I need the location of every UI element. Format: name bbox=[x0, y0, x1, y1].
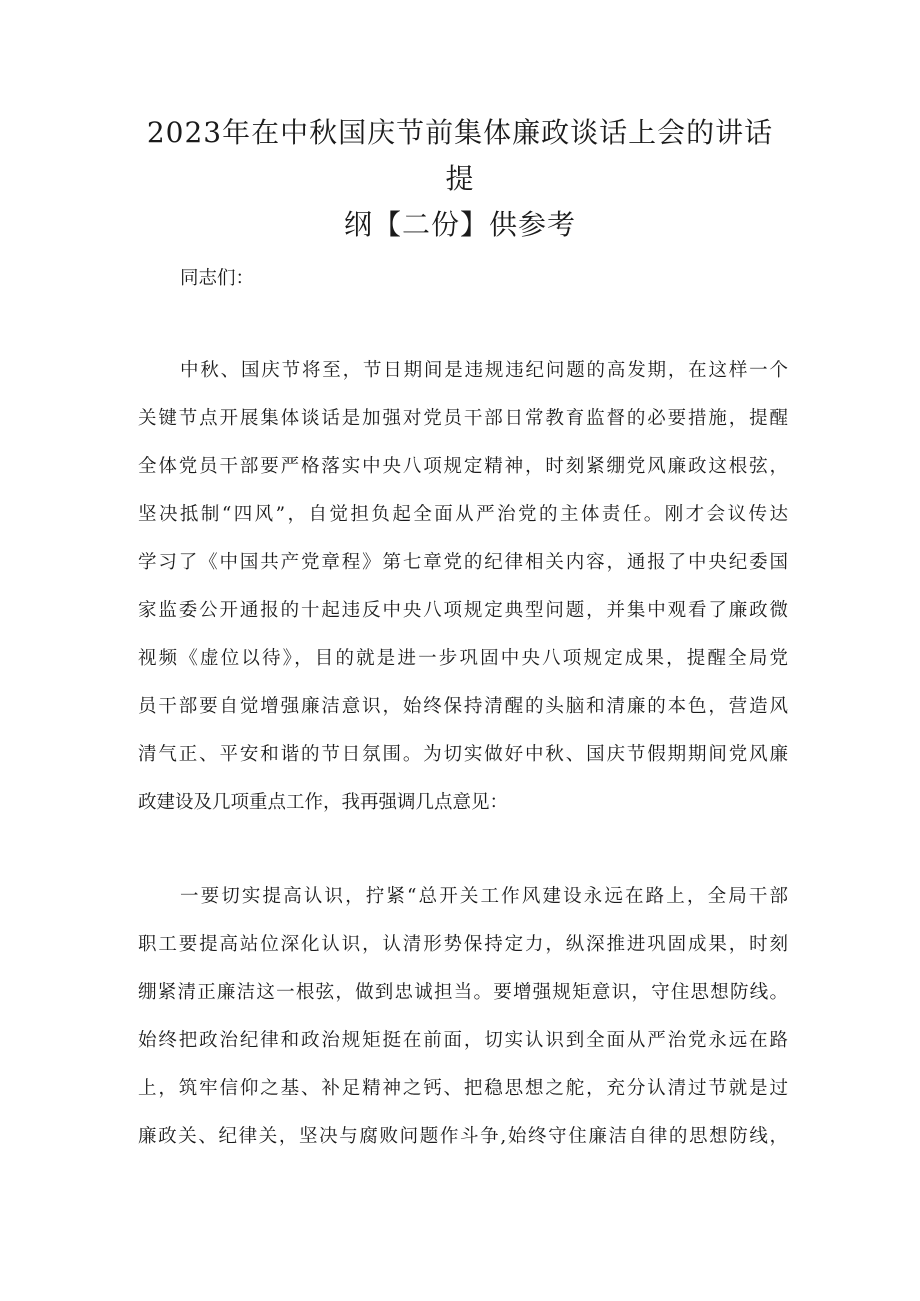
paragraph1-line-7: 视频《虚位以待》，目的就是进一步巩固中央八项规定成果，提醒全局党 bbox=[138, 648, 788, 669]
paragraph1-line-3: 全体党员干部要严格落实中央八项规定精神，时刻紧绷党风廉政这根弦， bbox=[138, 456, 788, 477]
paragraph2-line-5: 上，筑牢信仰之基、补足精神之钙、把稳思想之舵，充分认清过节就是过 bbox=[138, 1078, 788, 1099]
paragraph1-line-5: 学习了《中国共产党章程》第七章党的纪律相关内容，通报了中央纪委国 bbox=[138, 552, 788, 573]
paragraph1-line-9: 清气正、平安和谐的节日氛围。为切实做好中秋、国庆节假期期间党风廉 bbox=[138, 744, 788, 765]
paragraph1-line-8: 员干部要自觉增强廉洁意识，始终保持清醒的头脑和清廉的本色，营造风 bbox=[138, 696, 788, 717]
paragraph2-line-4: 始终把政治纪律和政治规矩挺在前面，切实认识到全面从严治党永远在路 bbox=[138, 1030, 788, 1051]
paragraph2-line-2: 职工要提高站位深化认识，认清形势保持定力，纵深推进巩固成果，时刻 bbox=[138, 934, 788, 955]
document-title bbox=[140, 110, 780, 248]
paragraph2-line-6: 廉政关、纪律关，坚决与腐败问题作斗争,始终守住廉洁自律的思想防线， bbox=[138, 1126, 788, 1147]
paragraph1-line-2: 关键节点开展集体谈话是加强对党员干部日常教育监督的必要措施，提醒 bbox=[138, 408, 788, 429]
paragraph1-line-1: 中秋、国庆节将至，节日期间是违规违纪问题的高发期，在这样一个 bbox=[180, 360, 788, 381]
paragraph2-line-3: 绷紧清正廉洁这一根弦，做到忠诚担当。要增强规矩意识，守住思想防线。 bbox=[138, 982, 788, 1003]
paragraph2-line-1: 一要切实提高认识，拧紧“总开关工作风建设永远在路上，全局干部 bbox=[180, 886, 788, 907]
title-line-1: 2023年在中秋国庆节前集体廉政谈话上会的讲话提 bbox=[146, 116, 774, 195]
salutation: 同志们： bbox=[180, 268, 255, 289]
title-line-2: 纲【二份】供参考 bbox=[343, 208, 576, 241]
paragraph1-line-10: 政建设及几项重点工作，我再强调几点意见： bbox=[138, 792, 509, 813]
paragraph1-line-4: 坚决抵制“四风”，自觉担负起全面从严治党的主体责任。刚才会议传达 bbox=[138, 504, 788, 525]
paragraph1-line-6: 家监委公开通报的十起违反中央八项规定典型问题，并集中观看了廉政微 bbox=[138, 600, 788, 621]
